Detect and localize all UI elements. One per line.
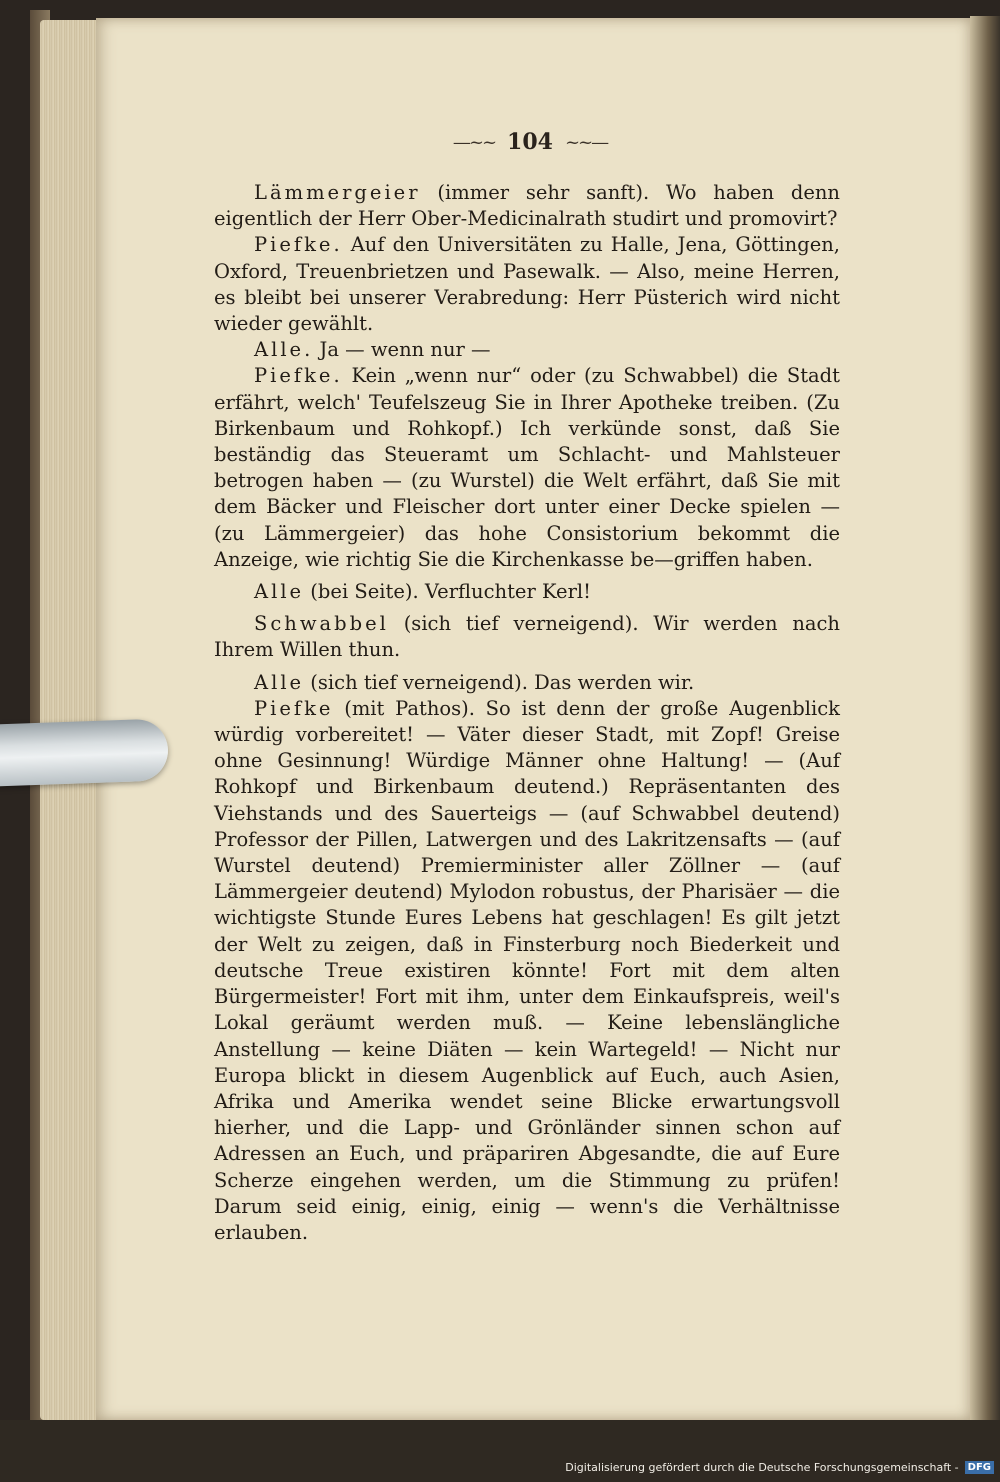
ornament-right: ~~— bbox=[564, 131, 608, 153]
ornament-left: —~~ bbox=[452, 131, 496, 153]
paragraph bbox=[214, 696, 840, 1246]
page-header bbox=[420, 124, 640, 160]
paragraph bbox=[214, 670, 840, 696]
paragraph bbox=[214, 337, 840, 363]
paragraph-text: (bei Seite). Verfluchter Kerl! bbox=[304, 580, 591, 604]
paragraph bbox=[214, 611, 840, 663]
speaker-name: Schwabbel bbox=[254, 612, 389, 636]
stacked-page-edges bbox=[40, 20, 100, 1420]
funding-note: Digitalisierung gefördert durch die Deutsche Forschungsgemeinschaft - bbox=[565, 1460, 959, 1474]
paragraph bbox=[214, 363, 840, 573]
speaker-name: Alle bbox=[254, 580, 305, 604]
speaker-name: Piefke bbox=[254, 696, 334, 720]
paragraph-text: Ja — wenn nur — bbox=[313, 338, 491, 362]
paragraph bbox=[214, 232, 840, 337]
paragraph bbox=[214, 579, 840, 605]
speaker-name: Alle bbox=[254, 670, 305, 694]
book-right-edge bbox=[970, 16, 1000, 1426]
dfg-logo: DFG bbox=[965, 1461, 994, 1474]
paragraph-text: (immer sehr sanft). Wo haben denn eigentlich der Herr Ober-Medicinalrath studirt und promovirt? bbox=[214, 181, 840, 231]
footer bbox=[0, 1456, 1000, 1478]
paragraph-text: (mit Pathos). So ist denn der große Augenblick würdig vorbereitet! — Väter dieser Stadt, mit Zopf! Greise ohne Gesinnung! Würdige Männer ohne Haltung! — (Auf Rohkopf und Birkenbaum deutend.) Repräsentanten des Viehstands und des Sauerteigs — (auf Schwabbel deutend) Professor der Pillen, Latwergen und des Lakritzensafts — (auf Wurstel deutend) Premierminister aller Zöllner — (auf Lämmergeier deutend) Mylodon robustus, der Pharisäer — die wichtigste Stunde Eures Lebens hat geschlagen! Es gilt jetzt der Welt zu zeigen, daß in Finsterburg noch Biederkeit und deutsche Treue existiren könnte! Fort mit dem alten Bürgermeister! Fort mit ihm, unter dem Einkaufspreis, weil's Lokal geräumt werden muß. — Keine lebenslängliche Anstellung — keine Diäten — kein Wartegeld! — Nicht nur Europa blickt in diesem Augenblick auf Euch, auch Asien, Afrika und Amerika wendet seine Blicke erwartungsvoll hierher, und die Lapp- und Grönländer sinnen schon auf Adressen an Euch, und präpariren Abgesandte, die auf Eure Scherze eingehen werden, um die Stimmung zu prüfen! Darum seid einig, einig, einig — wenn's die Verhältnisse erlauben. bbox=[214, 696, 840, 1244]
paragraph-text: Kein „wenn nur“ oder (zu Schwabbel) die Stadt erfährt, welch' Teufelszeug Sie in Ihrer Apotheke treiben. (Zu Birkenbaum und Rohkopf.) Ich verkünde sonst, daß Sie beständig das Steueramt um Schlacht- und Mahlsteuer betrogen haben — (zu Wurstel) die Welt erfährt, daß Sie mit dem Bäcker und Fleischer dort unter einer Decke spielen — (zu Lämmergeier) das hohe Consistorium bekommt die Anzeige, wie richtig Sie die Kirchenkasse be—griffen haben. bbox=[214, 364, 840, 571]
speaker-name: Piefke. bbox=[254, 233, 343, 257]
page-text bbox=[214, 180, 840, 1246]
paragraph-text: (sich tief verneigend). Das werden wir. bbox=[304, 670, 695, 694]
speaker-name: Piefke. bbox=[254, 364, 343, 388]
page-number: 104 bbox=[507, 129, 553, 155]
paragraph bbox=[214, 180, 840, 232]
page-holder-ruler bbox=[0, 718, 169, 787]
speaker-name: Lämmergeier bbox=[254, 181, 421, 204]
speaker-name: Alle. bbox=[254, 338, 314, 362]
paragraph-text: (sich tief verneigend). Wir werden nach Ihrem Willen thun. bbox=[214, 612, 840, 662]
paragraph-text: Auf den Universitäten zu Halle, Jena, Göttingen, Oxford, Treuenbrietzen und Pasewalk. — Also, meine Herren, es bleibt bei unserer Verabredung: Herr Püsterich wird nicht wieder gewählt. bbox=[214, 233, 840, 336]
